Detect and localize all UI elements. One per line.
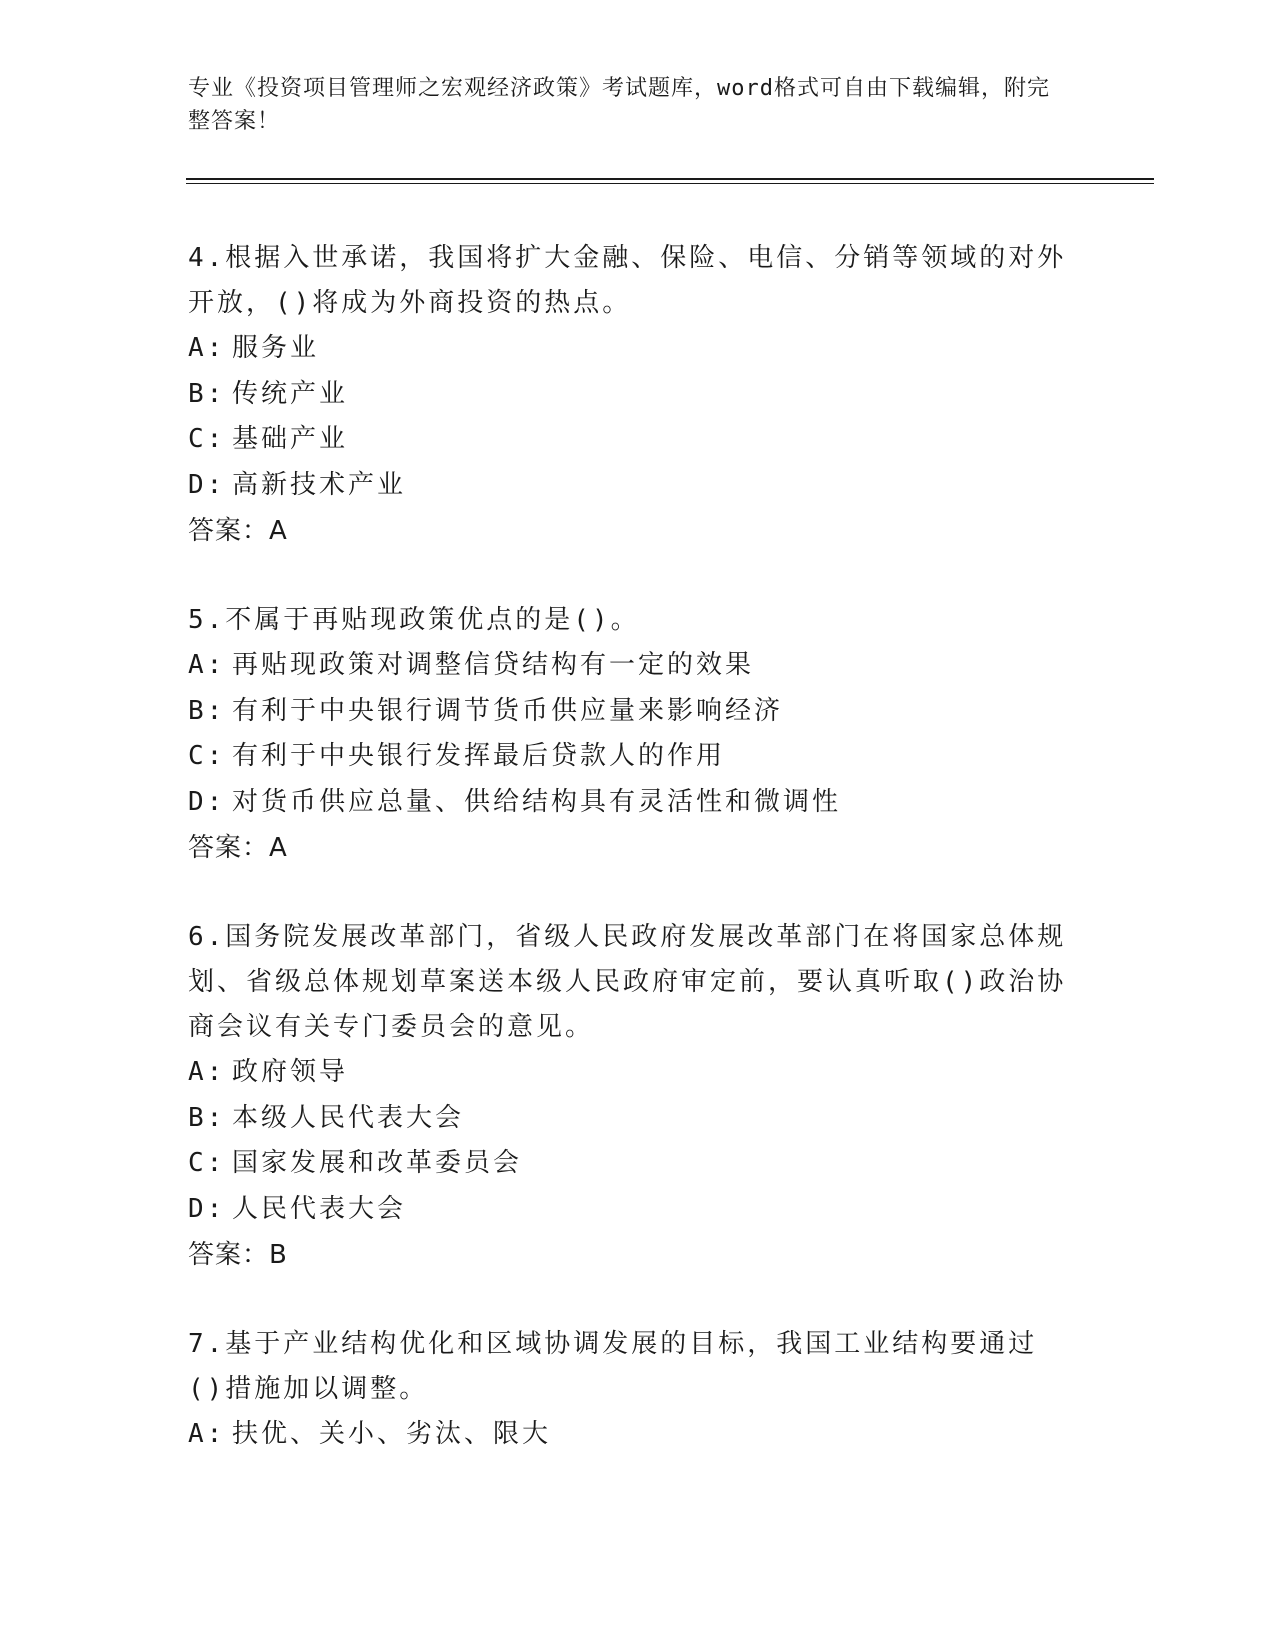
option-c [188,734,1068,780]
question-5 [188,598,1068,871]
answer-line: 答案：A [188,833,288,863]
option-label: B: [188,1102,226,1133]
option-text: 国家发展和改革委员会 [232,1148,523,1178]
option-label: A: [188,333,226,363]
option-label: A: [188,1057,226,1087]
option-label: C: [188,1148,226,1178]
answer-line: 答案：A [188,516,288,546]
option-text: 扶优、关小、劣汰、限大 [232,1419,552,1449]
option-a [188,643,1068,689]
option-label: D: [188,469,226,500]
question-list [188,236,1068,1502]
option-label: B: [188,378,226,409]
option-text: 高新技术产业 [232,469,407,500]
option-c [188,1141,1068,1187]
option-label: D: [188,786,226,817]
question-stem: 7.基于产业结构优化和区域协调发展的目标，我国工业结构要通过()措施加以调整。 [188,1329,1038,1404]
option-d [188,1187,1068,1233]
option-label: C: [188,741,226,771]
option-a [188,1412,1068,1458]
option-text: 基础产业 [232,424,349,454]
question-7 [188,1322,1068,1458]
option-text: 服务业 [232,333,320,363]
option-b [188,689,1068,735]
option-label: D: [188,1193,226,1224]
option-label: C: [188,424,226,454]
option-text: 本级人民代表大会 [232,1102,465,1133]
document-header: 专业《投资项目管理师之宏观经济政策》考试题库，word格式可自由下载编辑，附完整答案！ [188,76,1050,134]
option-text: 有利于中央银行调节货币供应量来影响经济 [232,695,784,726]
option-b [188,372,1068,418]
answer-line: 答案：B [188,1240,288,1270]
question-stem: 6.国务院发展改革部门，省级人民政府发展改革部门在将国家总体规划、省级总体规划草案送本级人民政府审定前，要认真听取()政治协商会议有关专门委员会的意见。 [188,922,1067,1042]
option-a [188,1050,1068,1096]
option-text: 再贴现政策对调整信贷结构有一定的效果 [232,650,755,680]
question-stem: 4.根据入世承诺，我国将扩大金融、保险、电信、分销等领域的对外开放，()将成为外商投资的热点。 [188,243,1067,318]
question-6 [188,915,1068,1278]
option-text: 传统产业 [232,378,349,409]
option-text: 人民代表大会 [232,1193,407,1224]
option-label: A: [188,1419,226,1449]
option-b [188,1096,1068,1142]
option-text: 对货币供应总量、供给结构具有灵活性和微调性 [232,786,842,817]
header-divider-thin [186,183,1154,184]
option-text: 有利于中央银行发挥最后贷款人的作用 [232,741,726,771]
option-label: B: [188,695,226,726]
question-4 [188,236,1068,554]
option-c [188,417,1068,463]
question-stem: 5.不属于再贴现政策优点的是()。 [188,605,640,635]
option-d [188,463,1068,509]
option-a [188,326,1068,372]
header-divider-thick [186,178,1154,180]
option-d [188,780,1068,826]
option-text: 政府领导 [232,1057,349,1087]
option-label: A: [188,650,226,680]
